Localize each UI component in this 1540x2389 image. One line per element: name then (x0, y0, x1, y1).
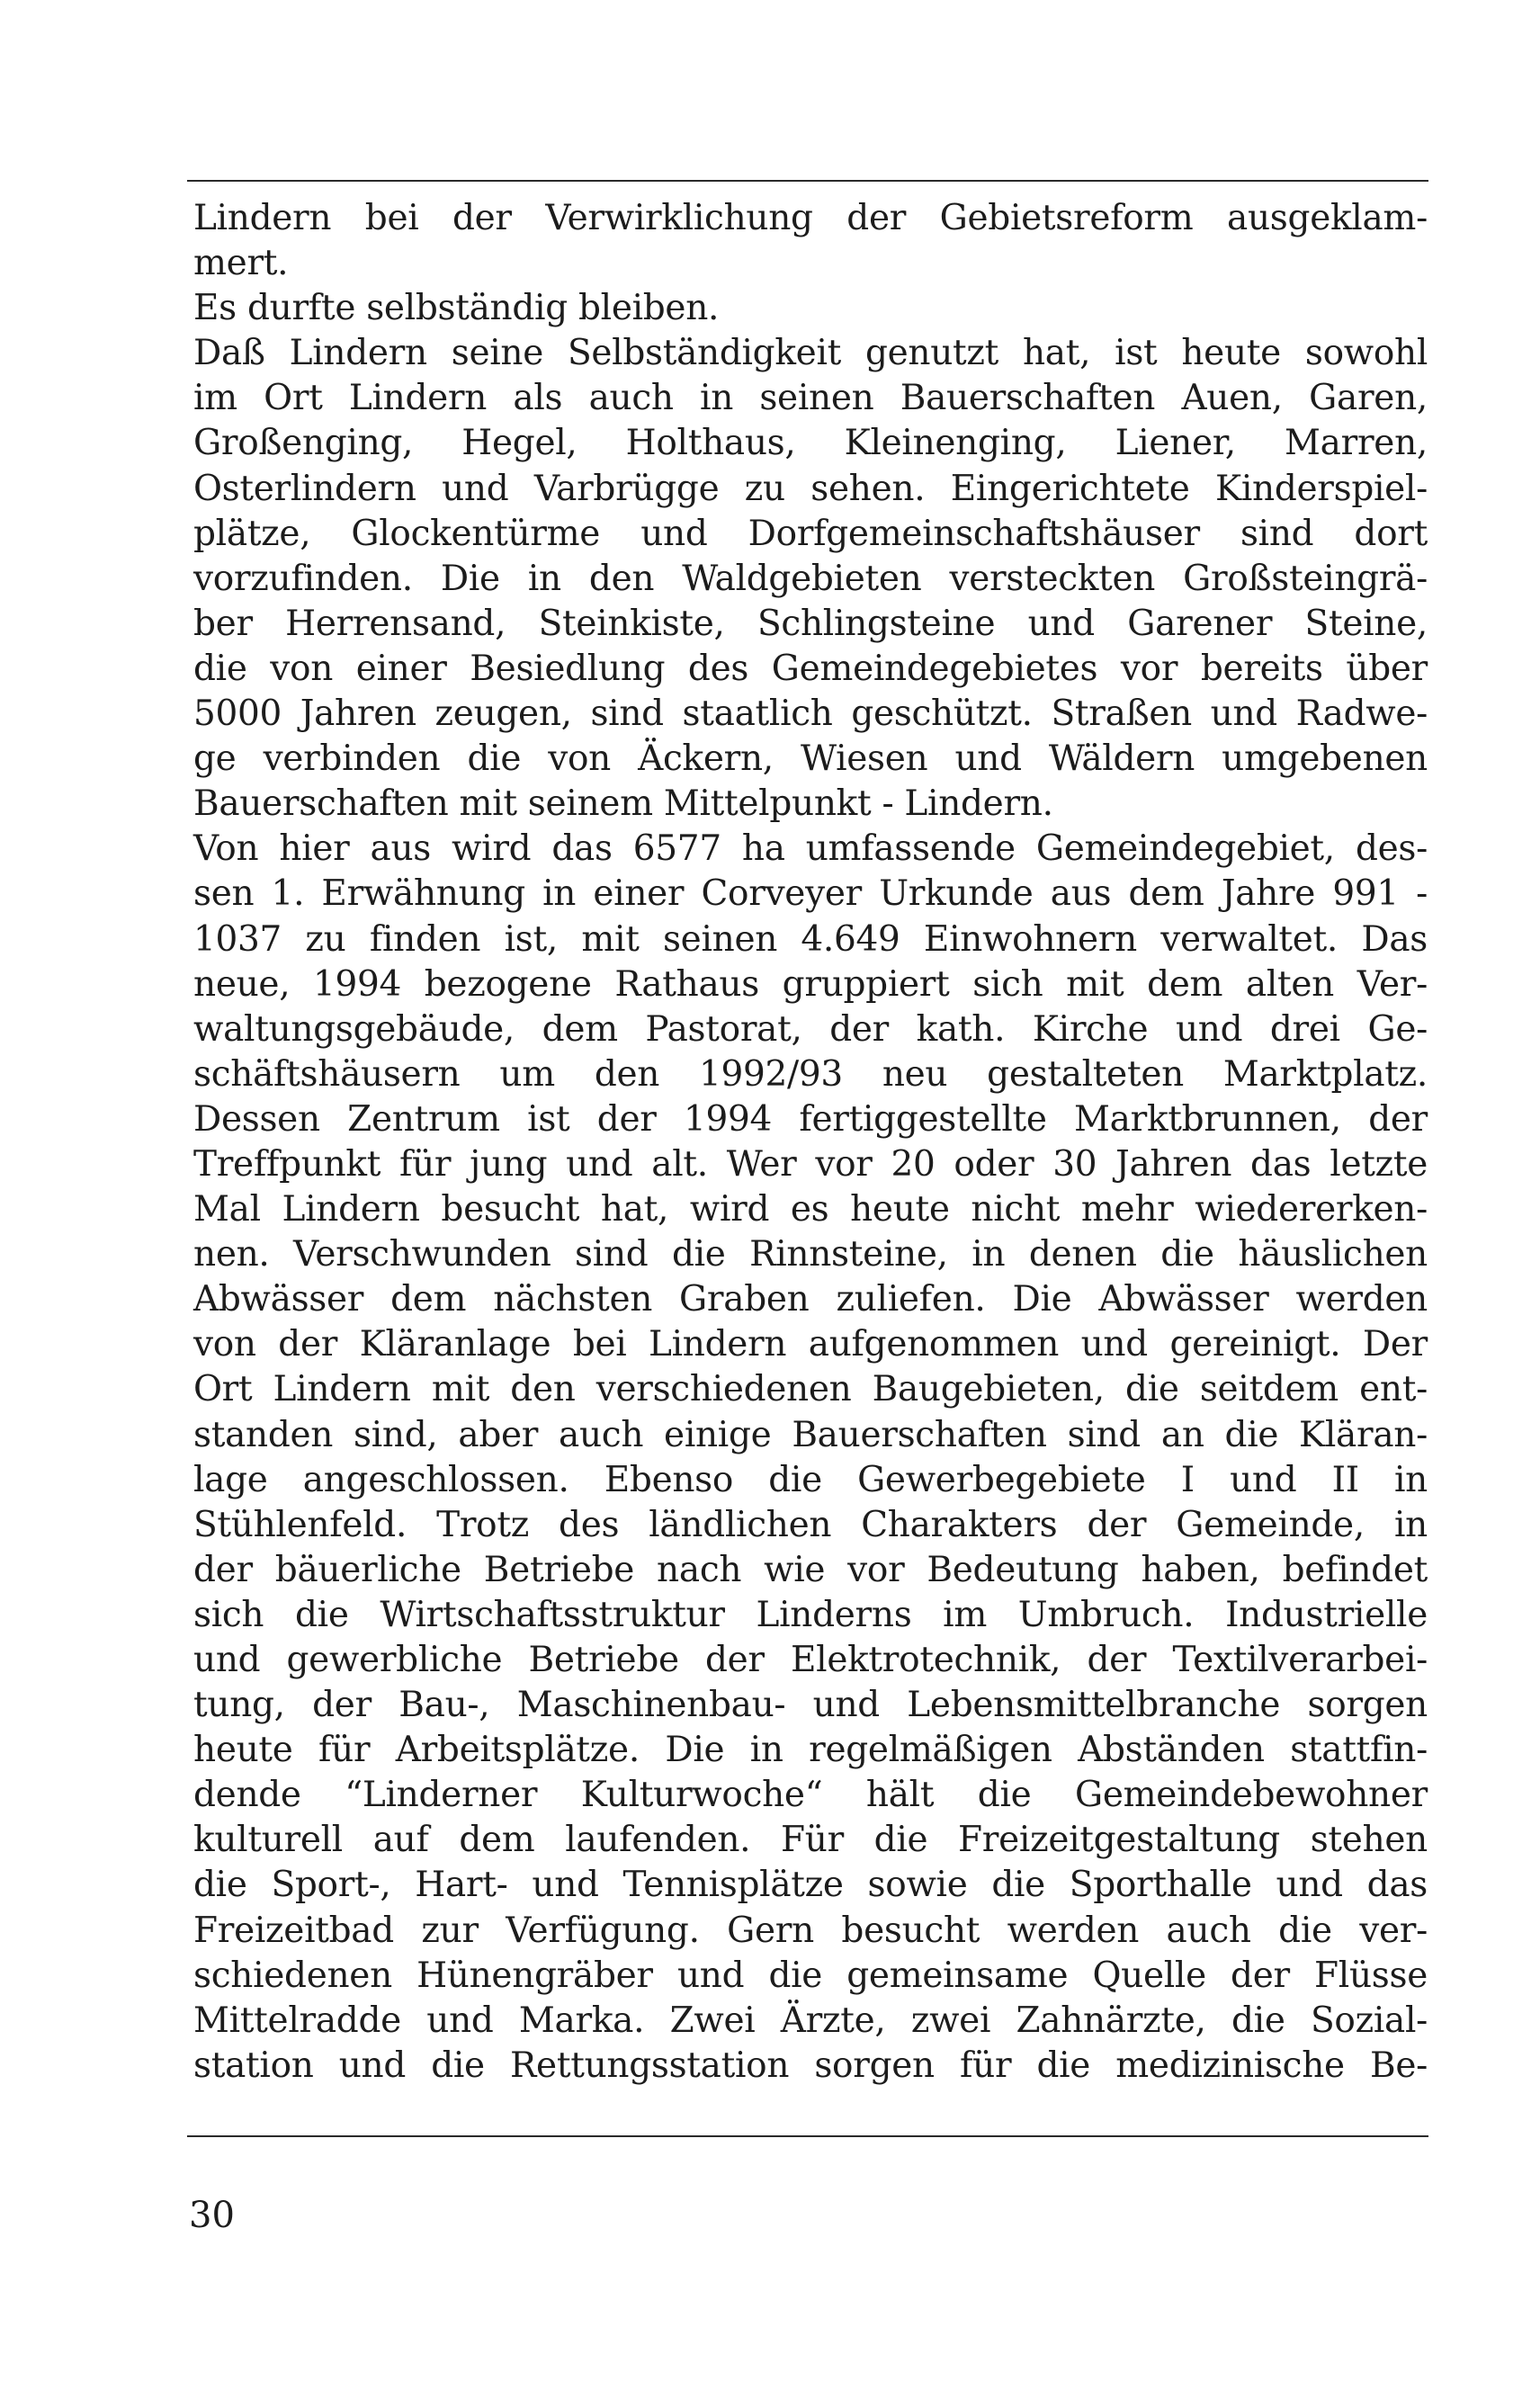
text-line: Dessen Zentrum ist der 1994 fertiggestellte Marktbrunnen, der (193, 1098, 1428, 1140)
text-line: der bäuerliche Betriebe nach wie vor Bedeutung haben, befindet (193, 1549, 1428, 1590)
text-line: station und die Rettungsstation sorgen für die medizinische Be- (193, 2045, 1428, 2086)
text-line: Abwässer dem nächsten Graben zuliefen. Die Abwässer werden (193, 1279, 1428, 1320)
text-line: von der Kläranlage bei Lindern aufgenommen und gereinigt. Der (193, 1324, 1428, 1365)
text-line: Es durfte selbständig bleiben. (193, 288, 720, 329)
text-line: Ort Lindern mit den verschiedenen Baugebieten, die seitdem ent- (193, 1369, 1428, 1410)
text-line: Bauerschaften mit seinem Mittelpunkt - Lindern. (193, 783, 1053, 825)
text-line: kulturell auf dem laufenden. Für die Freizeitgestaltung stehen (193, 1820, 1428, 1861)
text-line: sich die Wirtschaftsstruktur Linderns im Umbruch. Industrielle (193, 1594, 1428, 1635)
text-line: Lindern bei der Verwirklichung der Gebietsreform ausgeklam- (193, 198, 1428, 238)
text-line: Mittelradde und Marka. Zwei Ärzte, zwei Zahnärzte, die Sozial- (193, 2000, 1428, 2041)
text-line: Mal Lindern besucht hat, wird es heute nicht mehr wiedererken- (193, 1189, 1428, 1230)
text-line: waltungsgebäude, dem Pastorat, der kath. Kirche und drei Ge- (193, 1008, 1428, 1050)
text-line: nen. Verschwunden sind die Rinnsteine, in denen die häuslichen (193, 1234, 1428, 1275)
bottom-divider (187, 2135, 1428, 2137)
text-line: 5000 Jahren zeugen, sind staatlich geschützt. Straßen und Radwe- (193, 693, 1428, 735)
text-line: ber Herrensand, Steinkiste, Schlingsteine und Garener Steine, (193, 603, 1428, 644)
text-line: Von hier aus wird das 6577 ha umfassende Gemeindegebiet, des- (193, 828, 1428, 870)
text-line: dende “Linderner Kulturwoche“ hält die Gemeindebewohner (193, 1775, 1428, 1816)
text-line: Stühlenfeld. Trotz des ländlichen Charakters der Gemeinde, in (193, 1504, 1428, 1545)
text-line: mert. (193, 243, 289, 284)
text-line: Daß Lindern seine Selbständigkeit genutzt hat, ist heute sowohl (193, 333, 1428, 374)
text-line: heute für Arbeitsplätze. Die in regelmäßigen Abständen stattfin- (193, 1730, 1428, 1771)
text-line: neue, 1994 bezogene Rathaus gruppiert sich mit dem alten Ver- (193, 963, 1428, 1005)
text-line: plätze, Glockentürme und Dorfgemeinschaftshäuser sind dort (193, 513, 1428, 554)
text-line: tung, der Bau-, Maschinenbau- und Lebensmittelbranche sorgen (193, 1685, 1428, 1726)
text-line: vorzufinden. Die in den Waldgebieten versteckten Großsteingrä- (193, 558, 1428, 599)
text-line: lage angeschlossen. Ebenso die Gewerbegebiete I und II in (193, 1459, 1428, 1500)
text-line: Freizeitbad zur Verfügung. Gern besucht werden auch die ver- (193, 1910, 1428, 1951)
page-number: 30 (189, 2195, 235, 2236)
text-line: Treffpunkt für jung und alt. Wer vor 20 oder 30 Jahren das letzte (193, 1143, 1428, 1185)
text-line: und gewerbliche Betriebe der Elektrotechnik, der Textilverarbei- (193, 1640, 1428, 1680)
text-line: die von einer Besiedlung des Gemeindegebietes vor bereits über (193, 648, 1428, 689)
text-line: Großenging, Hegel, Holthaus, Kleinenging, Liener, Marren, (193, 423, 1428, 464)
text-line: standen sind, aber auch einige Bauerschaften sind an die Kläran- (193, 1414, 1428, 1455)
top-divider (187, 180, 1428, 182)
text-line: im Ort Lindern als auch in seinen Bauerschaften Auen, Garen, (193, 378, 1428, 419)
text-line: schäftshäusern um den 1992/93 neu gestalteten Marktplatz. (193, 1053, 1428, 1095)
text-line: Osterlindern und Varbrügge zu sehen. Eingerichtete Kinderspiel- (193, 468, 1428, 509)
text-line: sen 1. Erwähnung in einer Corveyer Urkunde aus dem Jahre 991 - (193, 873, 1428, 915)
text-line: 1037 zu finden ist, mit seinen 4.649 Einwohnern verwaltet. Das (193, 918, 1428, 960)
text-line: die Sport-, Hart- und Tennisplätze sowie die Sporthalle und das (193, 1865, 1428, 1906)
text-line: ge verbinden die von Äckern, Wiesen und Wäldern umgebenen (193, 738, 1428, 780)
body-text (193, 196, 1428, 2089)
text-line: schiedenen Hünengräber und die gemeinsame Quelle der Flüsse (193, 1955, 1428, 1996)
